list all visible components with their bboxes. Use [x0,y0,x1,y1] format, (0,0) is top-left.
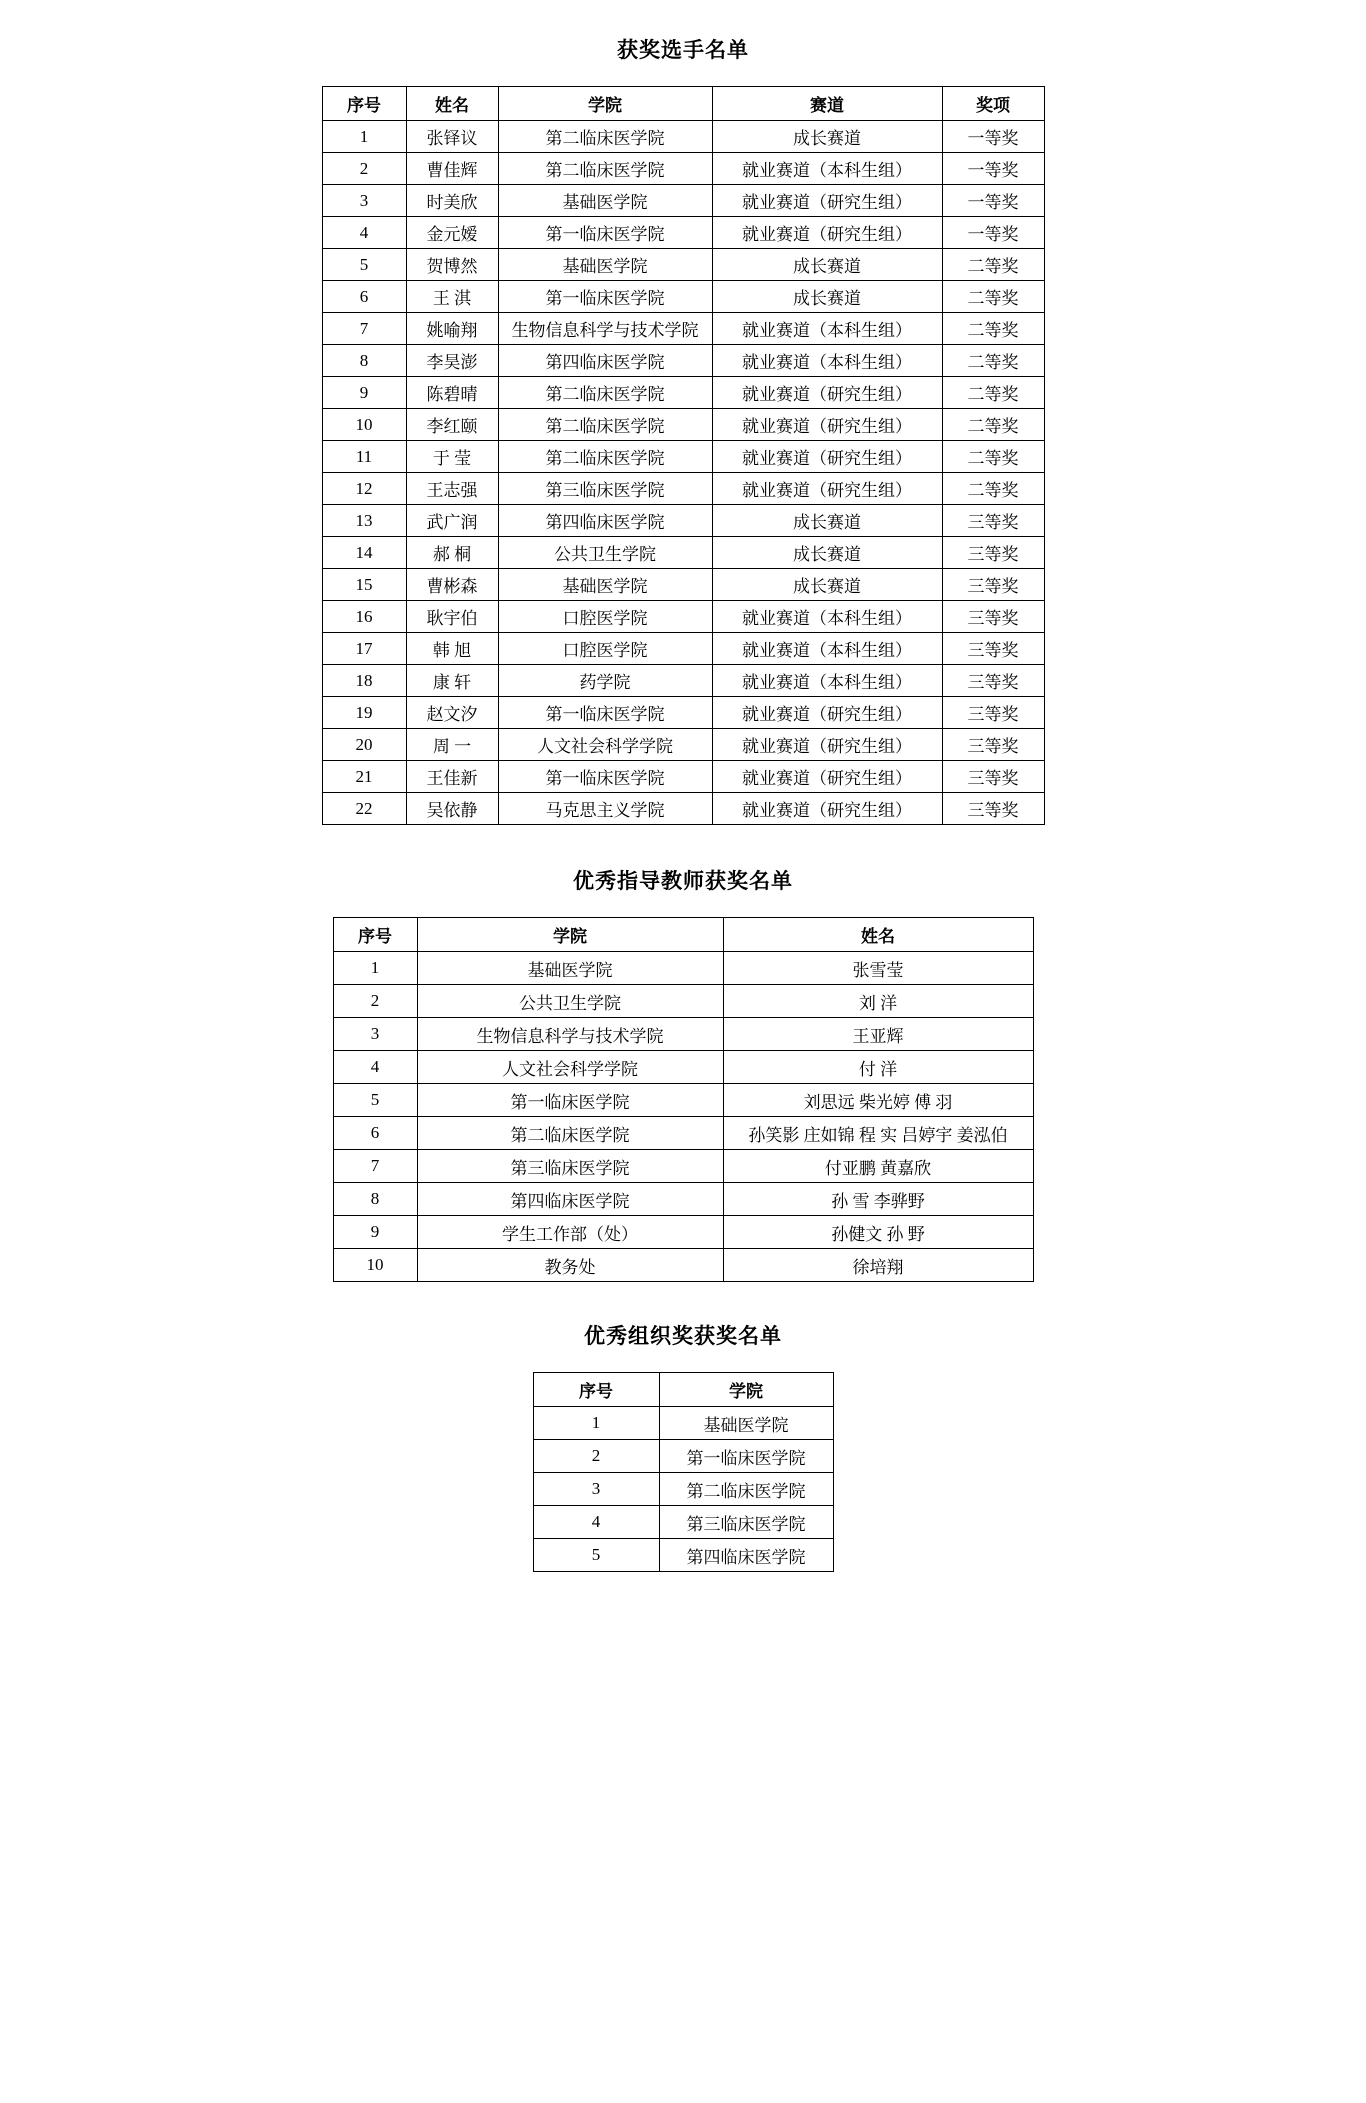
cell-index: 8 [333,1183,417,1216]
cell-college: 马克思主义学院 [498,793,712,825]
cell-index: 22 [322,793,406,825]
cell-index: 16 [322,601,406,633]
cell-name: 于 莹 [406,441,498,473]
cell-index: 9 [322,377,406,409]
cell-award: 二等奖 [942,345,1044,377]
cell-name: 张雪莹 [723,952,1033,985]
cell-index: 17 [322,633,406,665]
cell-track: 就业赛道（本科生组） [712,313,942,345]
cell-name: 金元嫒 [406,217,498,249]
cell-name: 付亚鹏 黄嘉欣 [723,1150,1033,1183]
cell-index: 3 [333,1018,417,1051]
cell-name: 王佳新 [406,761,498,793]
cell-college: 基础医学院 [498,569,712,601]
cell-index: 21 [322,761,406,793]
cell-award: 三等奖 [942,729,1044,761]
column-header-track: 赛道 [712,87,942,121]
cell-name: 耿宇伯 [406,601,498,633]
table-row [322,505,1044,537]
cell-name: 刘 洋 [723,985,1033,1018]
table-row [322,697,1044,729]
cell-name: 王 淇 [406,281,498,313]
teachers-table-body [333,952,1033,1282]
table-row [333,985,1033,1018]
cell-name: 郝 桐 [406,537,498,569]
table-row [322,729,1044,761]
cell-index: 6 [322,281,406,313]
cell-award: 三等奖 [942,601,1044,633]
cell-index: 20 [322,729,406,761]
cell-name: 周 一 [406,729,498,761]
cell-track: 就业赛道（研究生组） [712,761,942,793]
section-winners [0,34,1366,825]
cell-college: 教务处 [417,1249,723,1282]
cell-college: 口腔医学院 [498,601,712,633]
cell-track: 成长赛道 [712,281,942,313]
cell-college: 第四临床医学院 [498,505,712,537]
cell-index: 1 [322,121,406,153]
cell-name: 王志强 [406,473,498,505]
cell-track: 就业赛道（本科生组） [712,633,942,665]
cell-name: 武广润 [406,505,498,537]
cell-award: 二等奖 [942,313,1044,345]
cell-index: 18 [322,665,406,697]
cell-index: 7 [333,1150,417,1183]
cell-name: 贺博然 [406,249,498,281]
cell-index: 14 [322,537,406,569]
column-header-award: 奖项 [942,87,1044,121]
column-header-index: 序号 [333,918,417,952]
page-title-organizations: 优秀组织奖获奖名单 [584,1325,782,1348]
cell-college: 生物信息科学与技术学院 [498,313,712,345]
column-header-college: 学院 [417,918,723,952]
section-organizations [0,1320,1366,1572]
cell-college: 第三临床医学院 [659,1506,833,1539]
cell-college: 基础医学院 [498,249,712,281]
table-row [322,409,1044,441]
table-row [333,1249,1033,1282]
cell-track: 就业赛道（研究生组） [712,441,942,473]
table-row [322,185,1044,217]
organizations-table [533,1372,834,1572]
cell-college: 第二临床医学院 [417,1117,723,1150]
cell-track: 就业赛道（研究生组） [712,409,942,441]
column-header-name: 姓名 [406,87,498,121]
cell-track: 就业赛道（研究生组） [712,217,942,249]
cell-index: 2 [533,1440,659,1473]
table-header-row [322,87,1044,121]
cell-college: 第四临床医学院 [498,345,712,377]
cell-index: 13 [322,505,406,537]
page-title-winners: 获奖选手名单 [617,39,749,62]
winners-table [322,86,1045,825]
cell-college: 第一临床医学院 [498,281,712,313]
cell-index: 4 [322,217,406,249]
cell-track: 就业赛道（本科生组） [712,153,942,185]
cell-college: 第三临床医学院 [417,1150,723,1183]
table-row [322,665,1044,697]
cell-name: 吴依静 [406,793,498,825]
cell-college: 口腔医学院 [498,633,712,665]
cell-track: 就业赛道（研究生组） [712,793,942,825]
cell-college: 第四临床医学院 [417,1183,723,1216]
cell-track: 就业赛道（本科生组） [712,601,942,633]
cell-index: 5 [333,1084,417,1117]
cell-name: 李红颐 [406,409,498,441]
cell-award: 三等奖 [942,505,1044,537]
cell-college: 第一临床医学院 [498,761,712,793]
cell-college: 第二临床医学院 [498,377,712,409]
cell-name: 韩 旭 [406,633,498,665]
cell-name: 王亚辉 [723,1018,1033,1051]
cell-college: 第二临床医学院 [498,441,712,473]
cell-award: 二等奖 [942,473,1044,505]
cell-award: 三等奖 [942,793,1044,825]
cell-name: 赵文汐 [406,697,498,729]
cell-name: 孙笑影 庄如锦 程 实 吕婷宇 姜泓伯 [723,1117,1033,1150]
table-header-row [533,1373,833,1407]
cell-college: 第一临床医学院 [659,1440,833,1473]
cell-track: 成长赛道 [712,505,942,537]
table-row [333,1018,1033,1051]
table-row [333,1084,1033,1117]
organizations-table-body [533,1407,833,1572]
cell-award: 二等奖 [942,249,1044,281]
cell-college: 第一临床医学院 [417,1084,723,1117]
cell-index: 5 [533,1539,659,1572]
cell-index: 5 [322,249,406,281]
cell-college: 第二临床医学院 [498,121,712,153]
cell-college: 基础医学院 [417,952,723,985]
cell-award: 三等奖 [942,761,1044,793]
table-row [322,121,1044,153]
cell-name: 孙健文 孙 野 [723,1216,1033,1249]
cell-name: 时美欣 [406,185,498,217]
cell-college: 基础医学院 [498,185,712,217]
cell-award: 一等奖 [942,153,1044,185]
cell-index: 6 [333,1117,417,1150]
column-header-college: 学院 [659,1373,833,1407]
cell-award: 二等奖 [942,409,1044,441]
cell-index: 19 [322,697,406,729]
cell-name: 陈碧晴 [406,377,498,409]
cell-award: 三等奖 [942,697,1044,729]
table-row [333,1051,1033,1084]
cell-index: 12 [322,473,406,505]
cell-name: 曹佳辉 [406,153,498,185]
table-row [322,217,1044,249]
table-row [322,441,1044,473]
cell-name: 孙 雪 李骅野 [723,1183,1033,1216]
cell-index: 15 [322,569,406,601]
cell-index: 8 [322,345,406,377]
cell-award: 三等奖 [942,633,1044,665]
column-header-index: 序号 [533,1373,659,1407]
cell-track: 成长赛道 [712,537,942,569]
cell-index: 10 [322,409,406,441]
cell-college: 公共卫生学院 [417,985,723,1018]
cell-college: 人文社会科学学院 [417,1051,723,1084]
table-row [322,153,1044,185]
table-row [322,377,1044,409]
column-header-college: 学院 [498,87,712,121]
table-row [533,1440,833,1473]
cell-college: 第三临床医学院 [498,473,712,505]
table-row [333,1216,1033,1249]
cell-college: 第二临床医学院 [498,153,712,185]
cell-name: 姚喻翔 [406,313,498,345]
table-row [322,569,1044,601]
cell-index: 1 [333,952,417,985]
cell-track: 就业赛道（研究生组） [712,377,942,409]
winners-table-body [322,121,1044,825]
cell-award: 二等奖 [942,281,1044,313]
cell-college: 第一临床医学院 [498,697,712,729]
cell-name: 付 洋 [723,1051,1033,1084]
cell-track: 成长赛道 [712,249,942,281]
cell-name: 康 轩 [406,665,498,697]
cell-college: 基础医学院 [659,1407,833,1440]
cell-index: 4 [533,1506,659,1539]
table-row [533,1473,833,1506]
cell-track: 就业赛道（研究生组） [712,473,942,505]
cell-index: 9 [333,1216,417,1249]
table-row [322,345,1044,377]
table-row [533,1539,833,1572]
cell-award: 二等奖 [942,377,1044,409]
cell-name: 张铎议 [406,121,498,153]
table-row [533,1506,833,1539]
table-row [322,793,1044,825]
cell-award: 一等奖 [942,185,1044,217]
cell-college: 第四临床医学院 [659,1539,833,1572]
table-row [333,1183,1033,1216]
table-row [322,633,1044,665]
page-title-teachers: 优秀指导教师获奖名单 [573,870,793,893]
cell-name: 李昊澎 [406,345,498,377]
column-header-index: 序号 [322,87,406,121]
cell-index: 1 [533,1407,659,1440]
cell-index: 2 [333,985,417,1018]
cell-college: 第二临床医学院 [659,1473,833,1506]
table-row [333,1117,1033,1150]
table-row [322,537,1044,569]
column-header-name: 姓名 [723,918,1033,952]
table-row [322,761,1044,793]
cell-award: 二等奖 [942,441,1044,473]
table-row [322,249,1044,281]
teachers-table [333,917,1034,1282]
teachers-table-head [333,918,1033,952]
cell-name: 曹彬森 [406,569,498,601]
cell-index: 7 [322,313,406,345]
table-row [322,281,1044,313]
cell-track: 就业赛道（研究生组） [712,729,942,761]
cell-index: 2 [322,153,406,185]
cell-college: 人文社会科学学院 [498,729,712,761]
cell-index: 3 [322,185,406,217]
cell-index: 11 [322,441,406,473]
cell-index: 3 [533,1473,659,1506]
cell-award: 三等奖 [942,665,1044,697]
cell-college: 学生工作部（处） [417,1216,723,1249]
cell-award: 三等奖 [942,569,1044,601]
table-row [333,1150,1033,1183]
cell-college: 药学院 [498,665,712,697]
cell-track: 成长赛道 [712,569,942,601]
cell-track: 就业赛道（研究生组） [712,185,942,217]
cell-award: 一等奖 [942,121,1044,153]
cell-college: 公共卫生学院 [498,537,712,569]
cell-name: 刘思远 柴光婷 傅 羽 [723,1084,1033,1117]
organizations-table-head [533,1373,833,1407]
cell-college: 第二临床医学院 [498,409,712,441]
cell-index: 10 [333,1249,417,1282]
table-row [333,952,1033,985]
table-row [322,313,1044,345]
cell-college: 第一临床医学院 [498,217,712,249]
cell-award: 一等奖 [942,217,1044,249]
cell-track: 就业赛道（本科生组） [712,665,942,697]
table-row [533,1407,833,1440]
table-header-row [333,918,1033,952]
cell-award: 三等奖 [942,537,1044,569]
cell-track: 就业赛道（研究生组） [712,697,942,729]
cell-name: 徐培翔 [723,1249,1033,1282]
table-row [322,473,1044,505]
cell-track: 就业赛道（本科生组） [712,345,942,377]
cell-track: 成长赛道 [712,121,942,153]
section-teachers [0,865,1366,1282]
cell-college: 生物信息科学与技术学院 [417,1018,723,1051]
winners-table-head [322,87,1044,121]
table-row [322,601,1044,633]
cell-index: 4 [333,1051,417,1084]
